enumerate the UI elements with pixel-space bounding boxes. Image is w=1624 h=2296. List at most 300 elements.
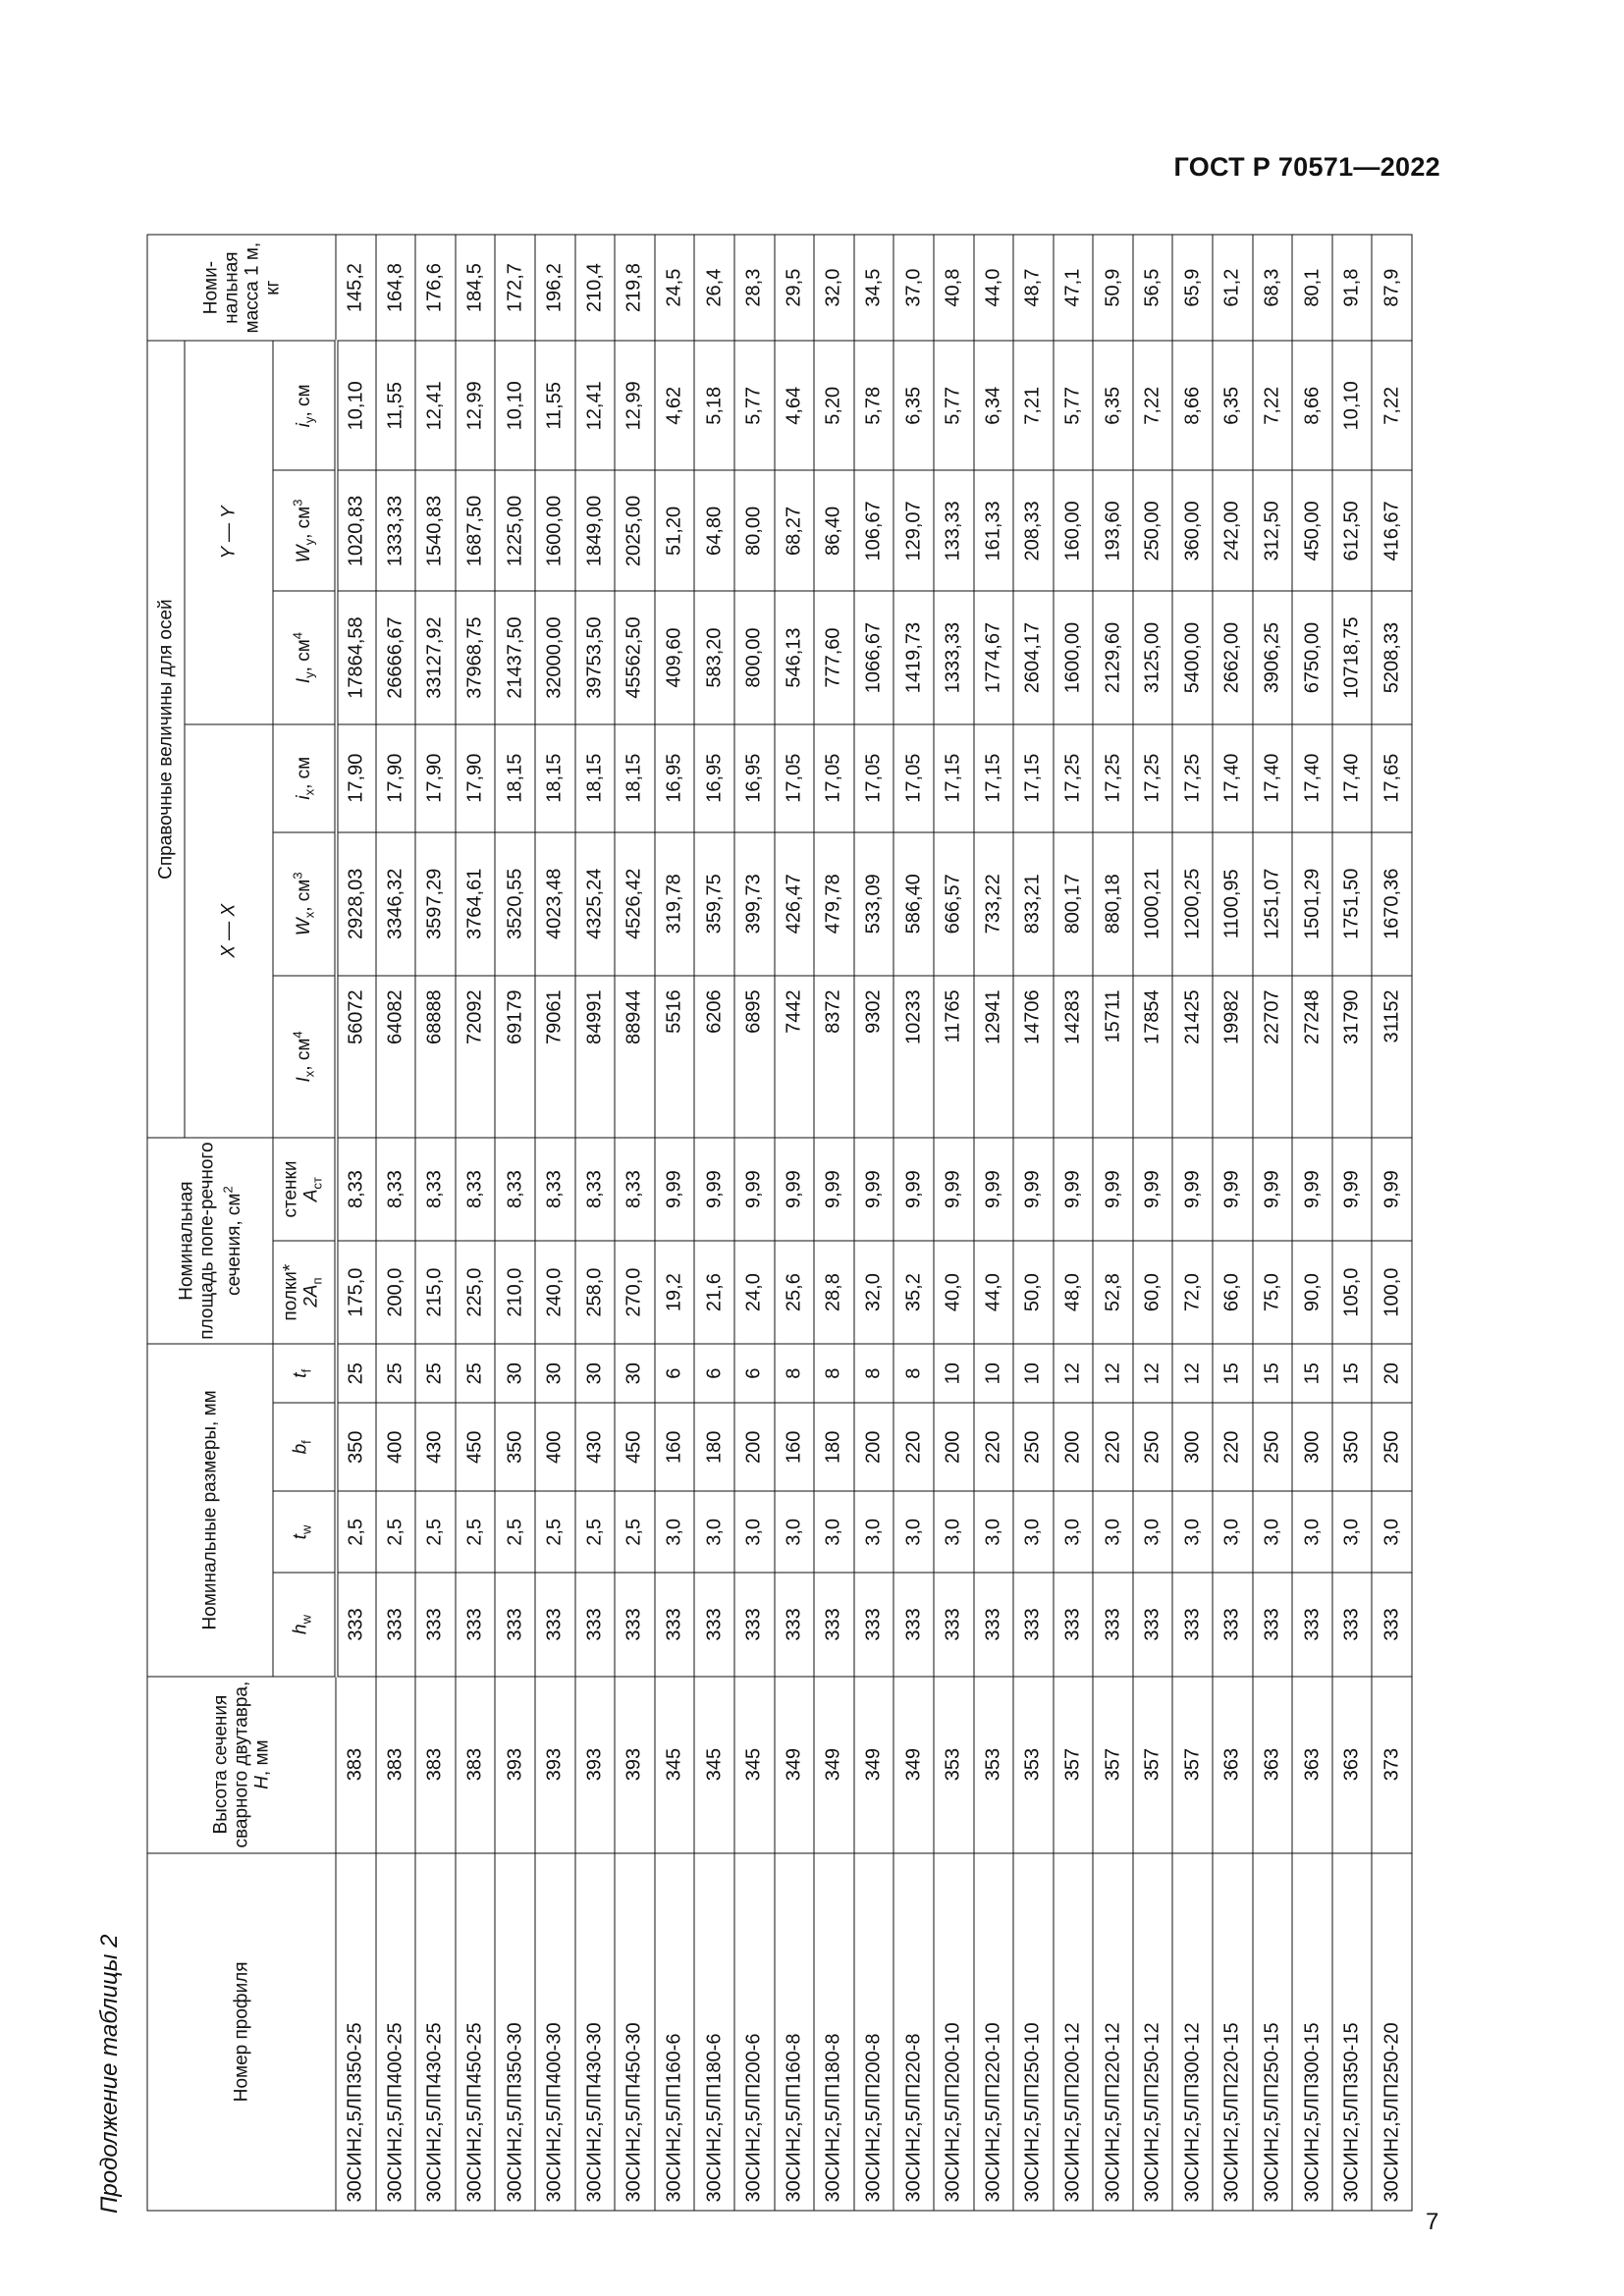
cell-area-flange: 19,2 [655,1241,695,1344]
cell-hw: 333 [1253,1573,1293,1676]
cell-area-flange: 50,0 [1013,1241,1054,1344]
cell-mass: 28,3 [734,235,775,341]
cell-iy: 11,55 [376,341,416,470]
cell-tw: 3,0 [1332,1491,1373,1573]
cell-profile-number: 30СИН2,5ЛП180-6 [694,1853,734,2211]
cell-mass: 87,9 [1372,235,1412,341]
cell-Iy: 37968,75 [456,592,496,724]
cell-mass: 56,5 [1133,235,1173,341]
cell-iy: 5,77 [1054,341,1094,470]
cell-hw: 333 [734,1573,775,1676]
cell-mass: 48,7 [1013,235,1054,341]
cell-Ix: 68888 [415,976,456,1138]
cell-bf: 250 [1253,1403,1293,1491]
cell-tf: 12 [1093,1344,1133,1403]
cell-iy: 12,99 [615,341,655,470]
header-reference: Справочные величины для осей [147,341,185,1138]
cell-hw: 333 [575,1573,616,1676]
cell-tw: 3,0 [934,1491,974,1573]
cell-tw: 2,5 [336,1491,376,1573]
cell-ix: 17,40 [1253,724,1293,832]
cell-tf: 8 [814,1344,854,1403]
page-number: 7 [1426,2209,1439,2235]
cell-area-web: 9,99 [1253,1138,1293,1241]
cell-iy: 5,78 [854,341,894,470]
cell-bf: 180 [814,1403,854,1491]
cell-area-flange: 40,0 [934,1241,974,1344]
cell-bf: 350 [336,1403,376,1491]
cell-Wy: 450,00 [1292,470,1332,591]
header-dim-tf: $t_f$ [273,1344,336,1403]
cell-hw: 333 [456,1573,496,1676]
cell-Ix: 64082 [376,976,416,1138]
cell-Wy: 86,40 [814,470,854,591]
cell-Ix: 9302 [854,976,894,1138]
cell-tf: 15 [1292,1344,1332,1403]
cell-bf: 430 [575,1403,616,1491]
header-mass: Номи-нальная масса 1 м, кг [147,235,336,341]
cell-profile-number: 30СИН2,5ЛП220-8 [893,1853,934,2211]
cell-bf: 450 [456,1403,496,1491]
cell-Iy: 2129,60 [1093,592,1133,724]
cell-Ix: 88944 [615,976,655,1138]
cell-mass: 145,2 [336,235,376,341]
cell-Ix: 84991 [575,976,616,1138]
cell-height-H: 345 [694,1677,734,1853]
cell-hw: 333 [893,1573,934,1676]
cell-Wy: 208,33 [1013,470,1054,591]
cell-Wx: 319,78 [655,832,695,976]
cell-iy: 6,35 [1093,341,1133,470]
cell-ix: 17,25 [1093,724,1133,832]
cell-iy: 8,66 [1172,341,1213,470]
cell-tf: 10 [974,1344,1014,1403]
cell-hw: 333 [1213,1573,1253,1676]
cell-iy: 7,21 [1013,341,1054,470]
table-row [974,235,1014,2211]
cell-profile-number: 30СИН2,5ЛП200-10 [934,1853,974,2211]
header-area-web: стенки $A_{ст}$ [273,1138,336,1241]
cell-Wy: 1020,83 [336,470,376,591]
cell-mass: 32,0 [814,235,854,341]
cell-bf: 430 [415,1403,456,1491]
cell-Iy: 3125,00 [1133,592,1173,724]
cell-bf: 250 [1372,1403,1412,1491]
cell-mass: 164,8 [376,235,416,341]
cell-Wx: 833,21 [1013,832,1054,976]
cell-Ix: 5516 [655,976,695,1138]
cell-bf: 400 [535,1403,575,1491]
cell-profile-number: 30СИН2,5ЛП200-8 [854,1853,894,2211]
table-row [775,235,815,2211]
header-ref-Wx: $W_x$, $см^3$ [273,832,336,976]
cell-Ix: 19982 [1213,976,1253,1138]
cell-hw: 333 [1172,1573,1213,1676]
cell-tf: 12 [1172,1344,1213,1403]
cell-ix: 18,15 [535,724,575,832]
table-row [495,235,535,2211]
cell-bf: 160 [655,1403,695,1491]
table-row [1213,235,1253,2211]
cell-Iy: 777,60 [814,592,854,724]
cell-hw: 333 [1013,1573,1054,1676]
cell-tw: 3,0 [1133,1491,1173,1573]
cell-area-web: 9,99 [1172,1138,1213,1241]
cell-Wx: 800,17 [1054,832,1094,976]
cell-area-flange: 52,8 [1093,1241,1133,1344]
cell-area-web: 8,33 [615,1138,655,1241]
cell-area-web: 9,99 [1013,1138,1054,1241]
cell-height-H: 383 [415,1677,456,1853]
cell-area-flange: 35,2 [893,1241,934,1344]
cell-Wx: 1200,25 [1172,832,1213,976]
cell-tw: 3,0 [893,1491,934,1573]
cell-Wy: 312,50 [1253,470,1293,591]
cell-Ix: 27248 [1292,976,1332,1138]
header-ref-Wy: $W_y$, $см^3$ [273,470,336,591]
cell-Iy: 1419,73 [893,592,934,724]
cell-tf: 12 [1133,1344,1173,1403]
cell-tf: 30 [575,1344,616,1403]
cell-area-web: 9,99 [854,1138,894,1241]
cell-area-flange: 200,0 [376,1241,416,1344]
cell-area-flange: 66,0 [1213,1241,1253,1344]
cell-height-H: 353 [974,1677,1014,1853]
cell-hw: 333 [535,1573,575,1676]
cell-ix: 17,40 [1332,724,1373,832]
cell-Wx: 1251,07 [1253,832,1293,976]
cell-area-flange: 75,0 [1253,1241,1293,1344]
cell-bf: 200 [734,1403,775,1491]
cell-area-web: 9,99 [974,1138,1014,1241]
cell-profile-number: 30СИН2,5ЛП350-15 [1332,1853,1373,2211]
cell-iy: 5,77 [934,341,974,470]
cell-area-web: 8,33 [376,1138,416,1241]
cell-Wx: 3346,32 [376,832,416,976]
header-axis-x: X — X [185,724,273,1138]
cell-area-flange: 225,0 [456,1241,496,1344]
cell-ix: 17,90 [376,724,416,832]
cell-area-flange: 100,0 [1372,1241,1412,1344]
cell-area-flange: 72,0 [1172,1241,1213,1344]
cell-profile-number: 30СИН2,5ЛП200-6 [734,1853,775,2211]
cell-area-flange: 258,0 [575,1241,616,1344]
table-row [575,235,616,2211]
cell-tw: 3,0 [1253,1491,1293,1573]
cell-ix: 17,15 [1013,724,1054,832]
cell-Ix: 6206 [694,976,734,1138]
cell-iy: 5,18 [694,341,734,470]
cell-iy: 6,34 [974,341,1014,470]
cell-height-H: 353 [1013,1677,1054,1853]
cell-mass: 68,3 [1253,235,1293,341]
cell-tf: 6 [734,1344,775,1403]
cell-Ix: 14283 [1054,976,1094,1138]
cell-height-H: 393 [615,1677,655,1853]
cell-ix: 17,40 [1213,724,1253,832]
cell-height-H: 363 [1253,1677,1293,1853]
cell-hw: 333 [854,1573,894,1676]
cell-height-H: 373 [1372,1677,1412,1853]
cell-Wy: 64,80 [694,470,734,591]
table-row [376,235,416,2211]
cell-area-flange: 175,0 [336,1241,376,1344]
cell-Iy: 5208,33 [1372,592,1412,724]
cell-tw: 3,0 [1372,1491,1412,1573]
cell-mass: 47,1 [1054,235,1094,341]
cell-tf: 8 [893,1344,934,1403]
cell-area-flange: 48,0 [1054,1241,1094,1344]
cell-bf: 350 [1332,1403,1373,1491]
cell-ix: 17,15 [974,724,1014,832]
cell-tf: 12 [1054,1344,1094,1403]
cell-Iy: 409,60 [655,592,695,724]
cell-Iy: 2604,17 [1013,592,1054,724]
cell-hw: 333 [1093,1573,1133,1676]
cell-ix: 16,95 [655,724,695,832]
cell-profile-number: 30СИН2,5ЛП400-30 [535,1853,575,2211]
cell-area-web: 9,99 [934,1138,974,1241]
table-row [694,235,734,2211]
cell-profile-number: 30СИН2,5ЛП250-10 [1013,1853,1054,2211]
cell-iy: 4,62 [655,341,695,470]
cell-tw: 2,5 [615,1491,655,1573]
cell-Iy: 1600,00 [1054,592,1094,724]
cell-Wx: 479,78 [814,832,854,976]
cell-Wx: 4023,48 [535,832,575,976]
cell-Wx: 1751,50 [1332,832,1373,976]
cell-ix: 18,15 [615,724,655,832]
cell-ix: 17,05 [854,724,894,832]
cell-profile-number: 30СИН2,5ЛП430-30 [575,1853,616,2211]
cell-Iy: 33127,92 [415,592,456,724]
cell-iy: 10,10 [336,341,376,470]
cell-profile-number: 30СИН2,5ЛП450-25 [456,1853,496,2211]
cell-tf: 25 [376,1344,416,1403]
rotated-table-container [147,235,1415,2212]
table-row [893,235,934,2211]
table-row [934,235,974,2211]
cell-height-H: 349 [893,1677,934,1853]
cell-Iy: 32000,00 [535,592,575,724]
cell-Wx: 1501,29 [1292,832,1332,976]
cell-Ix: 56072 [336,976,376,1138]
cell-ix: 17,90 [456,724,496,832]
cell-area-flange: 240,0 [535,1241,575,1344]
cell-area-flange: 215,0 [415,1241,456,1344]
cell-bf: 180 [694,1403,734,1491]
cell-iy: 10,10 [1332,341,1373,470]
cell-height-H: 349 [775,1677,815,1853]
cell-area-web: 9,99 [893,1138,934,1241]
cell-mass: 80,1 [1292,235,1332,341]
cell-profile-number: 30СИН2,5ЛП200-12 [1054,1853,1094,2211]
cell-Wy: 106,67 [854,470,894,591]
cell-height-H: 353 [934,1677,974,1853]
cell-profile-number: 30СИН2,5ЛП160-8 [775,1853,815,2211]
cell-height-H: 357 [1133,1677,1173,1853]
cell-Ix: 69179 [495,976,535,1138]
cell-Wx: 3520,55 [495,832,535,976]
cell-hw: 333 [814,1573,854,1676]
cell-area-flange: 210,0 [495,1241,535,1344]
cell-ix: 17,90 [415,724,456,832]
cell-height-H: 345 [655,1677,695,1853]
cell-height-H: 357 [1172,1677,1213,1853]
cell-tw: 2,5 [456,1491,496,1573]
cell-profile-number: 30СИН2,5ЛП220-15 [1213,1853,1253,2211]
cell-Wx: 3764,61 [456,832,496,976]
cell-bf: 250 [1133,1403,1173,1491]
cell-ix: 17,40 [1292,724,1332,832]
cell-Wx: 426,47 [775,832,815,976]
table-row [456,235,496,2211]
cell-tw: 2,5 [535,1491,575,1573]
cell-tf: 8 [775,1344,815,1403]
cell-Wy: 193,60 [1093,470,1133,591]
cell-height-H: 393 [495,1677,535,1853]
cell-area-web: 9,99 [1213,1138,1253,1241]
cell-Iy: 3906,25 [1253,592,1293,724]
cell-Ix: 31152 [1372,976,1412,1138]
cell-tw: 3,0 [1093,1491,1133,1573]
cell-tw: 3,0 [1013,1491,1054,1573]
cell-mass: 210,4 [575,235,616,341]
cell-Wy: 360,00 [1172,470,1213,591]
cell-area-web: 9,99 [694,1138,734,1241]
cell-hw: 333 [495,1573,535,1676]
cell-mass: 29,5 [775,235,815,341]
cell-height-H: 345 [734,1677,775,1853]
cell-iy: 12,99 [456,341,496,470]
cell-hw: 333 [1332,1573,1373,1676]
cell-iy: 11,55 [535,341,575,470]
cell-tw: 2,5 [495,1491,535,1573]
cell-tw: 3,0 [854,1491,894,1573]
cell-tf: 25 [415,1344,456,1403]
header-area: Номинальная площадь попе-речного сечения, $см^2$ [147,1138,273,1344]
cell-Ix: 14706 [1013,976,1054,1138]
cell-height-H: 393 [535,1677,575,1853]
cell-area-flange: 24,0 [734,1241,775,1344]
cell-Wx: 4325,24 [575,832,616,976]
table-row [1372,235,1412,2211]
cell-Wx: 666,57 [934,832,974,976]
cell-profile-number: 30СИН2,5ЛП250-20 [1372,1853,1412,2211]
cell-ix: 17,15 [934,724,974,832]
cell-Iy: 1066,67 [854,592,894,724]
cell-tw: 3,0 [694,1491,734,1573]
cell-height-H: 383 [456,1677,496,1853]
cell-tw: 3,0 [1213,1491,1253,1573]
cell-Wy: 51,20 [655,470,695,591]
cell-Ix: 12941 [974,976,1014,1138]
cell-bf: 250 [1013,1403,1054,1491]
cell-Iy: 6750,00 [1292,592,1332,724]
cell-Wy: 1600,00 [535,470,575,591]
cell-area-flange: 90,0 [1292,1241,1332,1344]
cell-bf: 200 [1054,1403,1094,1491]
cell-profile-number: 30СИН2,5ЛП220-10 [974,1853,1014,2211]
cell-ix: 17,25 [1133,724,1173,832]
cell-Wy: 129,07 [893,470,934,591]
cell-tf: 30 [535,1344,575,1403]
cell-tw: 3,0 [734,1491,775,1573]
header-height: Высота сечения сварного двутавра, H, мм [147,1677,336,1853]
cell-mass: 24,5 [655,235,695,341]
cell-Ix: 6895 [734,976,775,1138]
table-row [1253,235,1293,2211]
cell-hw: 333 [1054,1573,1094,1676]
cell-mass: 65,9 [1172,235,1213,341]
cell-area-web: 9,99 [1292,1138,1332,1241]
cell-iy: 7,22 [1372,341,1412,470]
cell-tf: 15 [1332,1344,1373,1403]
cell-Ix: 8372 [814,976,854,1138]
table-row [615,235,655,2211]
table-row [1054,235,1094,2211]
cell-Wy: 2025,00 [615,470,655,591]
cell-Wy: 133,33 [934,470,974,591]
cell-Wx: 733,22 [974,832,1014,976]
table-row [1332,235,1373,2211]
cell-iy: 12,41 [575,341,616,470]
cell-mass: 26,4 [694,235,734,341]
cell-area-web: 9,99 [655,1138,695,1241]
cell-profile-number: 30СИН2,5ЛП350-30 [495,1853,535,2211]
cell-Wy: 250,00 [1133,470,1173,591]
cell-hw: 333 [336,1573,376,1676]
cell-Wx: 880,18 [1093,832,1133,976]
cell-Ix: 10233 [893,976,934,1138]
cell-tw: 3,0 [775,1491,815,1573]
table-row [535,235,575,2211]
cell-tw: 3,0 [974,1491,1014,1573]
cell-area-web: 9,99 [775,1138,815,1241]
cell-tf: 15 [1213,1344,1253,1403]
cell-ix: 18,15 [575,724,616,832]
cell-area-flange: 270,0 [615,1241,655,1344]
cell-hw: 333 [615,1573,655,1676]
cell-ix: 17,90 [336,724,376,832]
cell-height-H: 357 [1054,1677,1094,1853]
table-row [415,235,456,2211]
header-ref-Ix: $I_x$, $см^4$ [273,976,336,1138]
cell-Iy: 17864,58 [336,592,376,724]
cell-mass: 91,8 [1332,235,1373,341]
header-dim-tw: $t_w$ [273,1491,336,1573]
cell-hw: 333 [376,1573,416,1676]
cell-height-H: 363 [1292,1677,1332,1853]
cell-Iy: 39753,50 [575,592,616,724]
cell-Wy: 242,00 [1213,470,1253,591]
cell-hw: 333 [694,1573,734,1676]
cell-area-flange: 44,0 [974,1241,1014,1344]
cell-profile-number: 30СИН2,5ЛП220-12 [1093,1853,1133,2211]
cell-tf: 8 [854,1344,894,1403]
header-ref-ix: $i_x$, см [273,724,336,832]
cell-hw: 333 [1292,1573,1332,1676]
cell-Wx: 3597,29 [415,832,456,976]
cell-Iy: 583,20 [694,592,734,724]
cell-Wx: 1100,95 [1213,832,1253,976]
cell-Iy: 1333,33 [934,592,974,724]
cell-profile-number: 30СИН2,5ЛП450-30 [615,1853,655,2211]
cell-area-web: 8,33 [495,1138,535,1241]
cell-height-H: 383 [376,1677,416,1853]
header-dim-hw: $h_w$ [273,1573,336,1676]
cell-height-H: 349 [814,1677,854,1853]
